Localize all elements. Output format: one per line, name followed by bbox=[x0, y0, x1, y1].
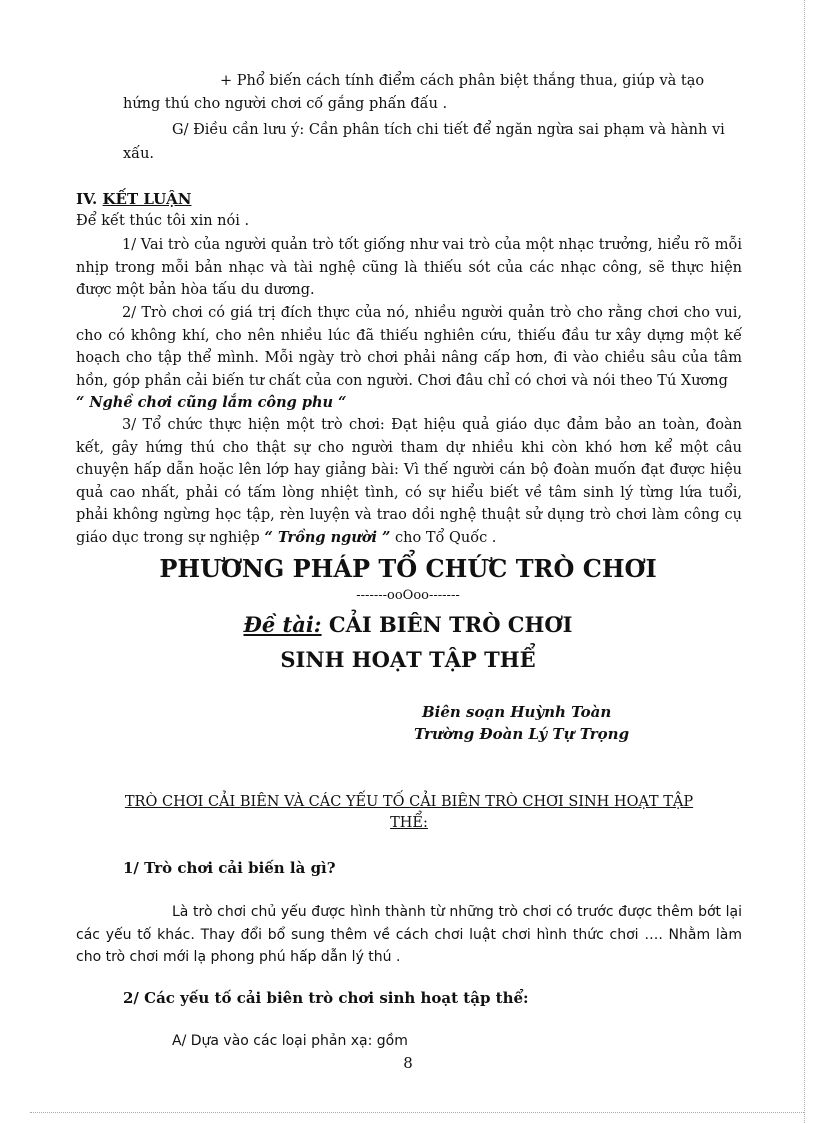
conclusion-opening: Để kết thúc tôi xin nói . bbox=[76, 213, 250, 229]
question-1-body: Là trò chơi chủ yếu được hình thành từ những trò chơi có trước được thêm bớt lại các yếu tố khác. Thay đổi bổ sung thêm về cách chơi luật chơi hình thức chơi …. Nhằm làm cho trò chơi mới lạ phong phú hấp dẫn lý thú . bbox=[76, 904, 742, 965]
paragraph-3-main: 3/ Tổ chức thực hiện một trò chơi: Đạt hiệu quả giáo dục đảm bảo an toàn, đoàn kết, gây hứng thú cho thật sự cho người tham dự nhiều khi còn khó hơn kể một câu chuyện hấp dẫn hoặc lên lớp hay giảng bài: Vì thế người cán bộ đoàn muốn đạt được hiệu quả cao nhất, phải có tấm lòng nhiệt tình, có sự hiểu biết về tâm sinh lý từng lứa tuổi, phải không ngừng học tập, rèn luyện và trao dồi nghệ thuật sử dụng trò chơi làm công cụ giáo dục trong sự nghiệp bbox=[76, 417, 742, 546]
conclusion-paragraph-3 bbox=[76, 414, 742, 549]
bullet-line-1: + Phổ biến cách tính điểm cách phân biệt thắng thua, giúp và tạo bbox=[220, 73, 705, 89]
section-heading-line-1: TRÒ CHƠI CẢI BIÊN VÀ CÁC YẾU TỐ CẢI BIÊN TRÒ CHƠI SINH HOẠT TẬP bbox=[124, 794, 694, 810]
topic-text-1: CẢI BIÊN TRÒ CHƠI bbox=[321, 612, 573, 637]
author-school: Trường Đoàn Lý Tự Trọng bbox=[414, 725, 630, 743]
note-g-line-1: G/ Điều cần lưu ý: Cần phân tích chi tiết để ngăn ngừa sai phạm và hành vi bbox=[172, 122, 725, 138]
note-g-line-2: xấu. bbox=[123, 146, 155, 162]
section-heading-line-2: THỂ: bbox=[390, 815, 428, 831]
topic-label: Đề tài: bbox=[243, 612, 322, 637]
title-divider: -------ooOoo------- bbox=[356, 588, 460, 603]
conclusion-paragraph-2: 2/ Trò chơi có giá trị đích thực của nó, nhiều người quản trò cho rằng chơi cho vui, cho có không khí, cho nên nhiều lúc đã thiếu nghiên cứu, thiếu đầu tư xây dựng một kế hoạch cho tập thể mình. Mỗi ngày trò chơi phải nâng cấp hơn, đi vào chiều sâu của tâm hồn, góp phần cải biến tư chất của con người. Chơi đâu chỉ có chơi và nói theo Tú Xương bbox=[76, 305, 742, 389]
page-border-bottom bbox=[30, 1112, 804, 1113]
main-title: PHƯƠNG PHÁP TỔ CHỨC TRÒ CHƠI bbox=[159, 554, 657, 583]
section-iv-number: IV. bbox=[76, 190, 98, 208]
author-name: Biên soạn Huỳnh Toàn bbox=[422, 703, 612, 721]
page-border-right bbox=[804, 0, 805, 1123]
paragraph-3-quote: “ Trồng người ” bbox=[264, 528, 391, 546]
page-number: 8 bbox=[403, 1054, 413, 1072]
section-iv-heading bbox=[76, 188, 192, 211]
conclusion-paragraph-1: 1/ Vai trò của người quản trò tốt giống như vai trò của một nhạc trưởng, hiểu rõ mỗi nhịp trong mỗi bản nhạc và tài nghệ cũng là thiếu sót của các nhạc công, sẽ thực hiện được một bản hòa tấu du dương. bbox=[76, 237, 742, 298]
conclusion-quote: “ Nghề chơi cũng lắm công phu “ bbox=[76, 394, 347, 411]
paragraph-3-end: cho Tổ Quốc . bbox=[390, 529, 497, 546]
section-iv-title: KẾT LUẬN bbox=[102, 190, 192, 208]
bullet-line-2: hứng thú cho người chơi cố gắng phấn đấu . bbox=[123, 96, 448, 112]
topic-line-2: SINH HOẠT TẬP THỂ bbox=[280, 647, 536, 672]
topic-line-1 bbox=[0, 610, 816, 640]
question-2-item-a: A/ Dựa vào các loại phản xạ: gồm bbox=[172, 1033, 408, 1049]
question-1-heading: 1/ Trò chơi cải biến là gì? bbox=[123, 859, 336, 877]
question-2-heading: 2/ Các yếu tố cải biên trò chơi sinh hoạt tập thể: bbox=[123, 989, 529, 1007]
